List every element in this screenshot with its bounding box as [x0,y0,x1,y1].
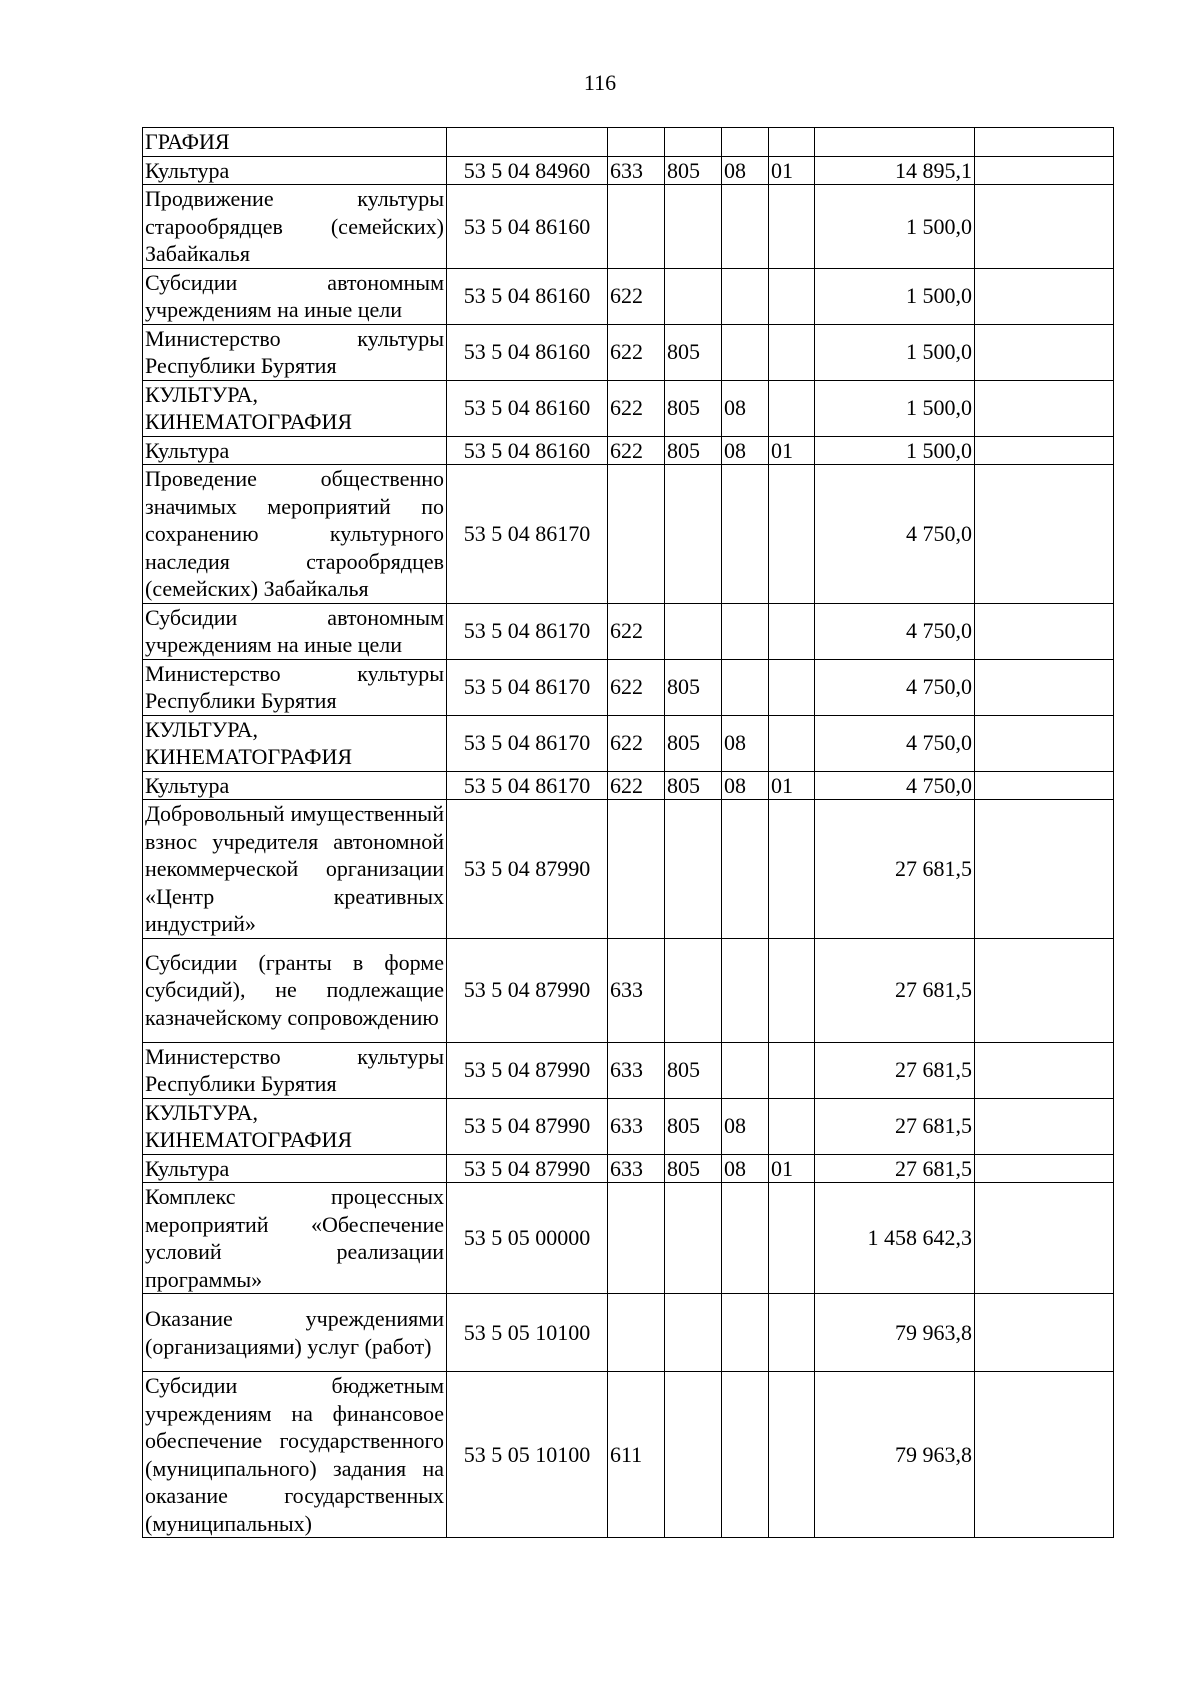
subsection-code-cell [769,1183,815,1294]
grbs-code-cell: 633 [608,1042,665,1098]
grbs-code-cell: 622 [608,324,665,380]
table-row [143,800,1114,939]
extra-amount-cell [975,1372,1114,1538]
row-name-cell: Культура [143,1154,447,1183]
amount-cell: 79 963,8 [815,1294,975,1372]
subsection-code-cell: 01 [769,156,815,185]
row-name-cell: КУЛЬТУРА, КИНЕМАТОГРАФИЯ [143,1098,447,1154]
target-code-cell: 53 5 04 86160 [447,185,608,269]
section-code-cell [722,800,769,939]
extra-amount-cell [975,938,1114,1042]
target-code-cell: 53 5 04 86170 [447,603,608,659]
table-row [143,715,1114,771]
row-name-cell: Культура [143,771,447,800]
table-row [143,1372,1114,1538]
target-code-cell: 53 5 04 87990 [447,1154,608,1183]
target-code-cell: 53 5 04 86170 [447,715,608,771]
extra-amount-cell [975,800,1114,939]
table-row [143,465,1114,604]
expense-type-cell [665,1294,722,1372]
row-name-cell: Министерство культуры Республики Бурятия [143,324,447,380]
section-code-cell: 08 [722,380,769,436]
subsection-code-cell: 01 [769,1154,815,1183]
extra-amount-cell [975,380,1114,436]
section-code-cell: 08 [722,771,769,800]
subsection-code-cell [769,268,815,324]
expense-type-cell: 805 [665,324,722,380]
grbs-code-cell: 622 [608,659,665,715]
row-name-cell: Культура [143,156,447,185]
section-code-cell: 08 [722,436,769,465]
row-name-cell: Комплекс процессных мероприятий «Обеспечение условий реализации программы» [143,1183,447,1294]
expense-type-cell: 805 [665,436,722,465]
subsection-code-cell [769,185,815,269]
expense-type-cell [665,268,722,324]
grbs-code-cell [608,800,665,939]
row-name-cell: Субсидии бюджетным учреждениям на финансовое обеспечение государственного (муниципального) задания на оказание государственных (муниципальных) [143,1372,447,1538]
section-code-cell [722,1042,769,1098]
table-row [143,1098,1114,1154]
section-code-cell [722,1294,769,1372]
subsection-code-cell [769,1042,815,1098]
extra-amount-cell [975,128,1114,157]
grbs-code-cell: 622 [608,268,665,324]
amount-cell: 4 750,0 [815,771,975,800]
page-number: 116 [583,70,617,95]
table-row [143,185,1114,269]
section-code-cell [722,268,769,324]
table-row [143,324,1114,380]
target-code-cell: 53 5 04 87990 [447,1042,608,1098]
section-code-cell [722,938,769,1042]
extra-amount-cell [975,156,1114,185]
expense-type-cell: 805 [665,1042,722,1098]
table-row [143,659,1114,715]
amount-cell: 4 750,0 [815,603,975,659]
row-name-cell: Субсидии автономным учреждениям на иные цели [143,268,447,324]
expense-type-cell: 805 [665,659,722,715]
table-row [143,1154,1114,1183]
expense-type-cell [665,1183,722,1294]
amount-cell: 27 681,5 [815,1042,975,1098]
amount-cell: 1 500,0 [815,185,975,269]
amount-cell: 1 500,0 [815,436,975,465]
table-row [143,436,1114,465]
section-code-cell [722,603,769,659]
section-code-cell [722,324,769,380]
table-row [143,1294,1114,1372]
grbs-code-cell: 622 [608,436,665,465]
extra-amount-cell [975,185,1114,269]
table-row [143,771,1114,800]
row-name-cell: КУЛЬТУРА, КИНЕМАТОГРАФИЯ [143,715,447,771]
row-name-cell: Проведение общественно значимых мероприятий по сохранению культурного наследия старообрядцев (семейских) Забайкалья [143,465,447,604]
extra-amount-cell [975,1294,1114,1372]
extra-amount-cell [975,603,1114,659]
table-row [143,603,1114,659]
section-code-cell: 08 [722,156,769,185]
amount-cell: 27 681,5 [815,800,975,939]
amount-cell: 1 458 642,3 [815,1183,975,1294]
section-code-cell: 08 [722,1154,769,1183]
row-name-cell: Субсидии автономным учреждениям на иные цели [143,603,447,659]
target-code-cell: 53 5 05 10100 [447,1372,608,1538]
amount-cell [815,128,975,157]
amount-cell: 27 681,5 [815,938,975,1042]
row-name-cell: Субсидии (гранты в форме субсидий), не подлежащие казначейскому сопровождению [143,938,447,1042]
subsection-code-cell [769,938,815,1042]
budget-table [142,127,1114,1538]
subsection-code-cell [769,659,815,715]
table-row [143,128,1114,157]
target-code-cell: 53 5 04 87990 [447,938,608,1042]
target-code-cell: 53 5 04 87990 [447,800,608,939]
amount-cell: 4 750,0 [815,465,975,604]
extra-amount-cell [975,659,1114,715]
amount-cell: 4 750,0 [815,659,975,715]
expense-type-cell: 805 [665,715,722,771]
table-row [143,1183,1114,1294]
target-code-cell: 53 5 04 86170 [447,771,608,800]
extra-amount-cell [975,771,1114,800]
extra-amount-cell [975,1098,1114,1154]
amount-cell: 27 681,5 [815,1154,975,1183]
row-name-cell: Культура [143,436,447,465]
row-name-cell: Оказание учреждениями (организациями) услуг (работ) [143,1294,447,1372]
grbs-code-cell [608,465,665,604]
section-code-cell [722,1183,769,1294]
grbs-code-cell [608,128,665,157]
grbs-code-cell [608,1294,665,1372]
row-name-cell: Министерство культуры Республики Бурятия [143,1042,447,1098]
table-row [143,938,1114,1042]
expense-type-cell: 805 [665,1098,722,1154]
table-row [143,268,1114,324]
subsection-code-cell [769,715,815,771]
extra-amount-cell [975,1042,1114,1098]
grbs-code-cell: 611 [608,1372,665,1538]
subsection-code-cell [769,800,815,939]
expense-type-cell [665,603,722,659]
amount-cell: 1 500,0 [815,268,975,324]
extra-amount-cell [975,1154,1114,1183]
section-code-cell: 08 [722,715,769,771]
table-body [143,128,1114,1538]
expense-type-cell: 805 [665,771,722,800]
target-code-cell: 53 5 05 10100 [447,1294,608,1372]
table-row [143,1042,1114,1098]
amount-cell: 27 681,5 [815,1098,975,1154]
table-row [143,156,1114,185]
row-name-cell: Продвижение культуры старообрядцев (семейских) Забайкалья [143,185,447,269]
row-name-cell: Министерство культуры Республики Бурятия [143,659,447,715]
target-code-cell: 53 5 04 86160 [447,324,608,380]
subsection-code-cell [769,380,815,436]
row-name-cell: КУЛЬТУРА, КИНЕМАТОГРАФИЯ [143,380,447,436]
target-code-cell: 53 5 04 86170 [447,659,608,715]
amount-cell: 14 895,1 [815,156,975,185]
grbs-code-cell: 622 [608,380,665,436]
expense-type-cell [665,1372,722,1538]
amount-cell: 1 500,0 [815,324,975,380]
expense-type-cell: 805 [665,1154,722,1183]
row-name-cell: Добровольный имущественный взнос учредителя автономной некоммерческой организации «Центр креативных индустрий» [143,800,447,939]
section-code-cell: 08 [722,1098,769,1154]
subsection-code-cell: 01 [769,436,815,465]
expense-type-cell [665,800,722,939]
expense-type-cell [665,185,722,269]
section-code-cell [722,659,769,715]
section-code-cell [722,128,769,157]
extra-amount-cell [975,268,1114,324]
grbs-code-cell [608,1183,665,1294]
extra-amount-cell [975,1183,1114,1294]
target-code-cell: 53 5 05 00000 [447,1183,608,1294]
subsection-code-cell [769,128,815,157]
expense-type-cell [665,465,722,604]
expense-type-cell: 805 [665,156,722,185]
extra-amount-cell [975,436,1114,465]
target-code-cell: 53 5 04 86170 [447,465,608,604]
expense-type-cell [665,128,722,157]
subsection-code-cell [769,1372,815,1538]
grbs-code-cell: 622 [608,715,665,771]
row-name-cell: ГРАФИЯ [143,128,447,157]
extra-amount-cell [975,465,1114,604]
grbs-code-cell: 622 [608,603,665,659]
target-code-cell: 53 5 04 87990 [447,1098,608,1154]
grbs-code-cell: 622 [608,771,665,800]
subsection-code-cell: 01 [769,771,815,800]
subsection-code-cell [769,1098,815,1154]
section-code-cell [722,1372,769,1538]
subsection-code-cell [769,465,815,604]
expense-type-cell: 805 [665,380,722,436]
extra-amount-cell [975,715,1114,771]
target-code-cell [447,128,608,157]
grbs-code-cell: 633 [608,156,665,185]
grbs-code-cell: 633 [608,1098,665,1154]
subsection-code-cell [769,1294,815,1372]
expense-type-cell [665,938,722,1042]
target-code-cell: 53 5 04 86160 [447,268,608,324]
target-code-cell: 53 5 04 84960 [447,156,608,185]
table-row [143,380,1114,436]
target-code-cell: 53 5 04 86160 [447,436,608,465]
section-code-cell [722,185,769,269]
section-code-cell [722,465,769,604]
subsection-code-cell [769,324,815,380]
grbs-code-cell: 633 [608,1154,665,1183]
subsection-code-cell [769,603,815,659]
amount-cell: 79 963,8 [815,1372,975,1538]
extra-amount-cell [975,324,1114,380]
target-code-cell: 53 5 04 86160 [447,380,608,436]
grbs-code-cell: 633 [608,938,665,1042]
grbs-code-cell [608,185,665,269]
amount-cell: 4 750,0 [815,715,975,771]
amount-cell: 1 500,0 [815,380,975,436]
